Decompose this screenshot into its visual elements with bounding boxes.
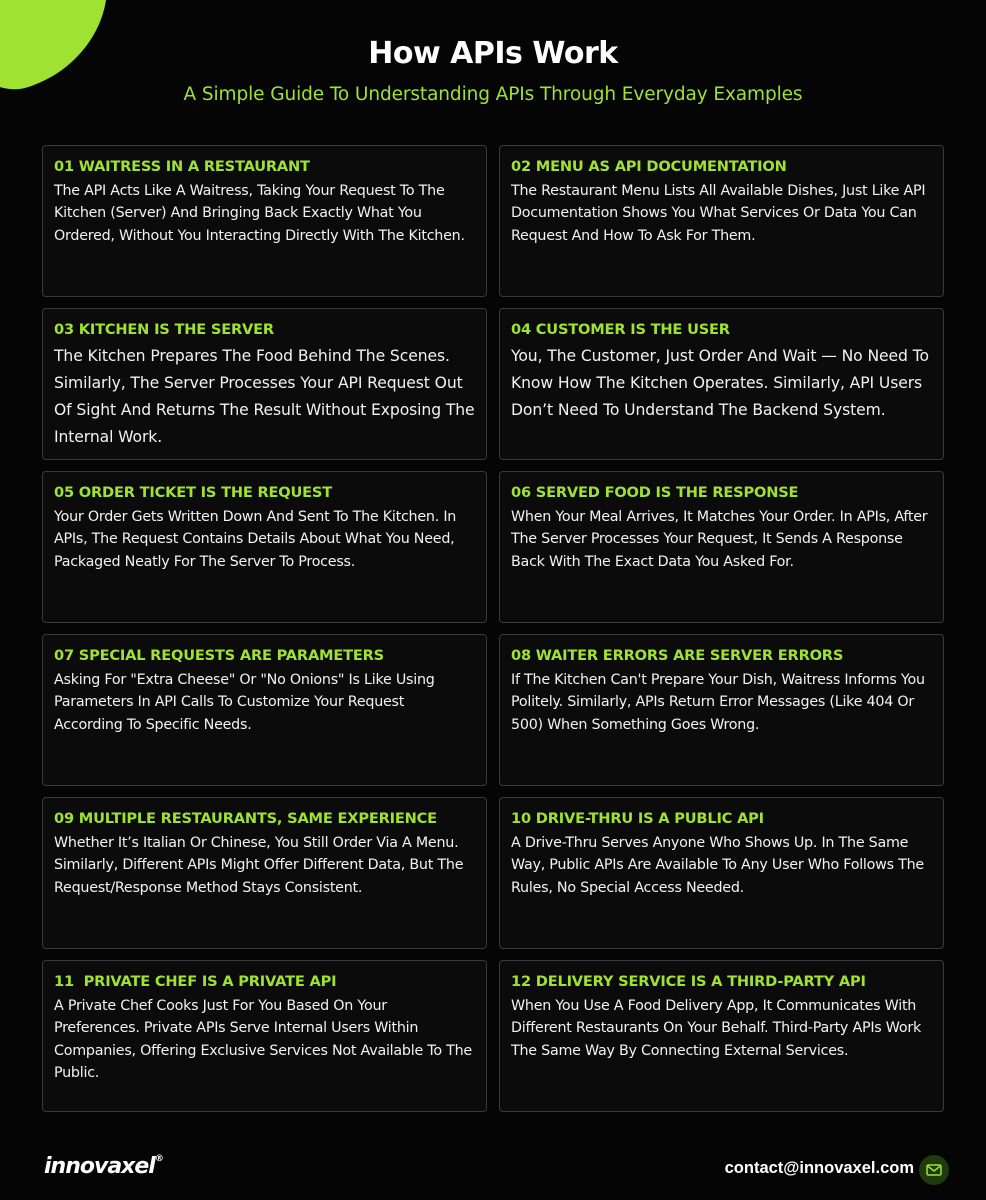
card-title: 07 SPECIAL REQUESTS ARE PARAMETERS [54,647,384,664]
card-title: 08 WAITER ERRORS ARE SERVER ERRORS [511,647,844,664]
card-title: 09 MULTIPLE RESTAURANTS, SAME EXPERIENCE [54,810,437,827]
registered-mark-icon: ® [154,1154,163,1164]
card-title: 03 KITCHEN IS THE SERVER [54,321,274,338]
page-subtitle: A Simple Guide To Understanding APIs Through Everyday Examples [183,84,803,105]
card-multiple-restaurants [42,797,487,949]
card-drive-thru [499,797,944,949]
brand-logo [44,1154,163,1179]
card-order-ticket [42,471,487,623]
card-title: 04 CUSTOMER IS THE USER [511,321,730,338]
card-body: Your Order Gets Written Down And Sent To The Kitchen. In APIs, The Request Contains Details About What You Need, Packaged Neatly For The Server To Process. [54,509,457,570]
card-title: 12 DELIVERY SERVICE IS A THIRD-PARTY API [511,973,866,990]
card-customer [499,308,944,460]
card-body: When You Use A Food Delivery App, It Communicates With Different Restaurants On Your Behalf. Third-Party APIs Work The Same Way By Connecting External Services. [511,998,922,1059]
card-title: 06 SERVED FOOD IS THE RESPONSE [511,484,799,501]
card-body: When Your Meal Arrives, It Matches Your Order. In APIs, After The Server Processes Your Request, It Sends A Response Back With The Exact Data You Asked For. [511,509,928,570]
card-waiter-errors [499,634,944,786]
card-title: 02 MENU AS API DOCUMENTATION [511,158,787,175]
card-served-food [499,471,944,623]
card-body: A Drive-Thru Serves Anyone Who Shows Up. In The Same Way, Public APIs Are Available To Any User Who Follows The Rules, No Special Access Needed. [511,835,924,896]
card-title: 11 PRIVATE CHEF IS A PRIVATE API [54,973,337,990]
card-kitchen [42,308,487,460]
card-delivery-service [499,960,944,1112]
card-body: You, The Customer, Just Order And Wait — No Need To Know How The Kitchen Operates. Similarly, API Users Don’t Need To Understand The Backend System. [511,347,929,419]
card-body: The Restaurant Menu Lists All Available Dishes, Just Like API Documentation Shows You What Services Or Data You Can Request And How To Ask For Them. [511,183,926,244]
card-waitress [42,145,487,297]
page-title: How APIs Work [368,36,618,71]
contact-email[interactable]: contact@innovaxel.com [724,1159,914,1177]
card-title: 01 WAITRESS IN A RESTAURANT [54,158,310,175]
card-body: Whether It’s Italian Or Chinese, You Still Order Via A Menu. Similarly, Different APIs Might Offer Different Data, But The Request/Response Method Stays Consistent. [54,835,464,896]
card-body: The API Acts Like A Waitress, Taking Your Request To The Kitchen (Server) And Bringing Back Exactly What You Ordered, Without You Interacting Directly With The Kitchen. [54,183,465,244]
cards-grid [42,145,944,1112]
envelope-icon [926,1164,942,1176]
card-special-requests [42,634,487,786]
card-menu [499,145,944,297]
card-title: 10 DRIVE-THRU IS A PUBLIC API [511,810,764,827]
card-body: If The Kitchen Can't Prepare Your Dish, Waitress Informs You Politely. Similarly, APIs Return Error Messages (Like 404 Or 500) When Something Goes Wrong. [511,672,925,733]
card-body: Asking For "Extra Cheese" Or "No Onions" Is Like Using Parameters In API Calls To Customize Your Request According To Specific Needs. [54,672,435,733]
card-private-chef [42,960,487,1112]
card-title: 05 ORDER TICKET IS THE REQUEST [54,484,332,501]
brand-name: innovaxel [44,1154,155,1179]
mail-icon[interactable] [919,1155,949,1185]
card-body: A Private Chef Cooks Just For You Based On Your Preferences. Private APIs Serve Internal Users Within Companies, Offering Exclusive Services Not Available To The Public. [54,998,472,1082]
card-body: The Kitchen Prepares The Food Behind The Scenes. Similarly, The Server Processes Your API Request Out Of Sight And Returns The Result Without Exposing The Internal Work. [54,347,475,446]
